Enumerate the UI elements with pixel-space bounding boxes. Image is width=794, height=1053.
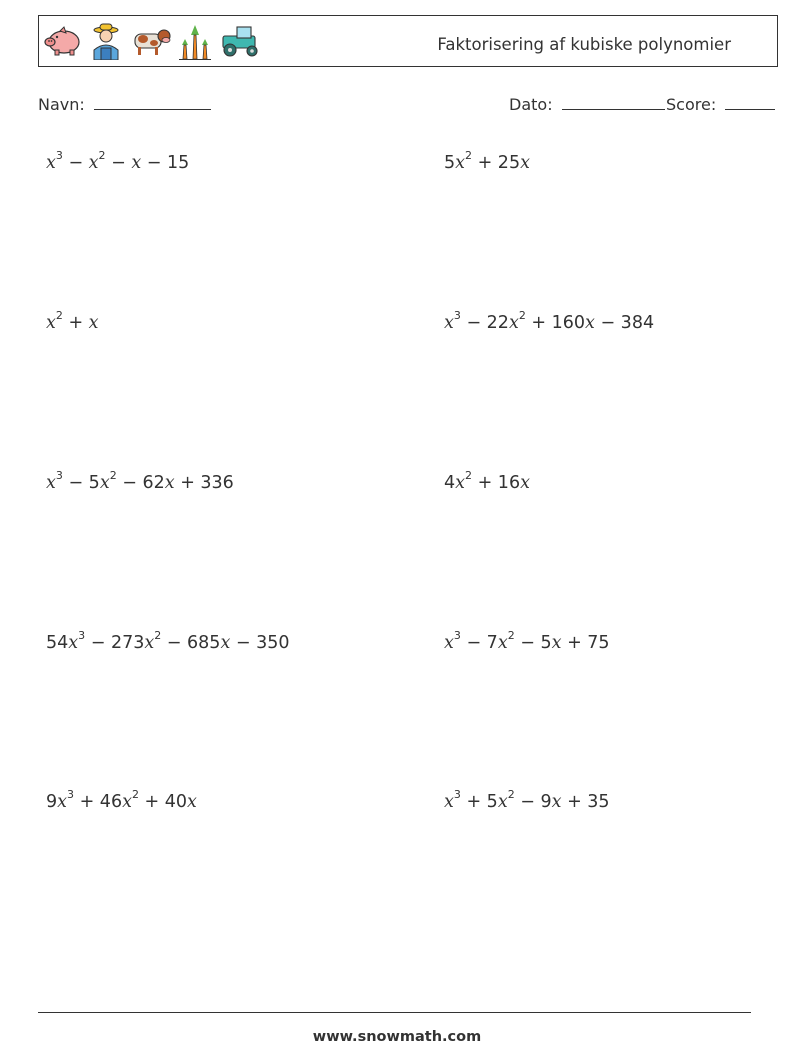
cow-icon [129, 25, 171, 57]
name-label: Navn: [38, 95, 85, 114]
pig-icon [43, 25, 83, 57]
header-icons [43, 21, 263, 61]
problem-9: $9x^3 + 46x^2 + 40x$ [46, 788, 197, 812]
date-field [509, 93, 665, 114]
score-field [666, 93, 775, 114]
name-blank [94, 93, 211, 110]
carrots-icon [177, 21, 213, 61]
name-field [38, 93, 211, 114]
problem-1: $x^3 - x^2 - x - 15$ [46, 149, 190, 173]
date-label: Dato: [509, 95, 553, 114]
footer-url: www.snowmath.com [312, 1029, 482, 1045]
date-blank [562, 93, 665, 110]
footer-divider [38, 1012, 751, 1013]
score-blank [725, 93, 775, 110]
problem-2: $5x^2 + 25x$ [444, 149, 530, 173]
problem-10: $x^3 + 5x^2 - 9x + 35$ [444, 788, 610, 812]
worksheet-title: Faktorisering af kubiske polynomier [437, 35, 731, 54]
problem-4: $x^3 - 22x^2 + 160x - 384$ [444, 309, 655, 333]
farmer-icon [89, 22, 123, 60]
problem-8: $x^3 - 7x^2 - 5x + 75$ [444, 629, 610, 653]
worksheet-header [38, 15, 778, 67]
problem-7: $54x^3 - 273x^2 - 685x - 350$ [46, 629, 290, 653]
problem-3: $x^2 + x$ [46, 309, 99, 333]
score-label: Score: [666, 95, 717, 114]
tractor-icon [219, 24, 263, 58]
problem-5: $x^3 - 5x^2 - 62x + 336$ [46, 469, 234, 493]
problem-6: $4x^2 + 16x$ [444, 469, 530, 493]
